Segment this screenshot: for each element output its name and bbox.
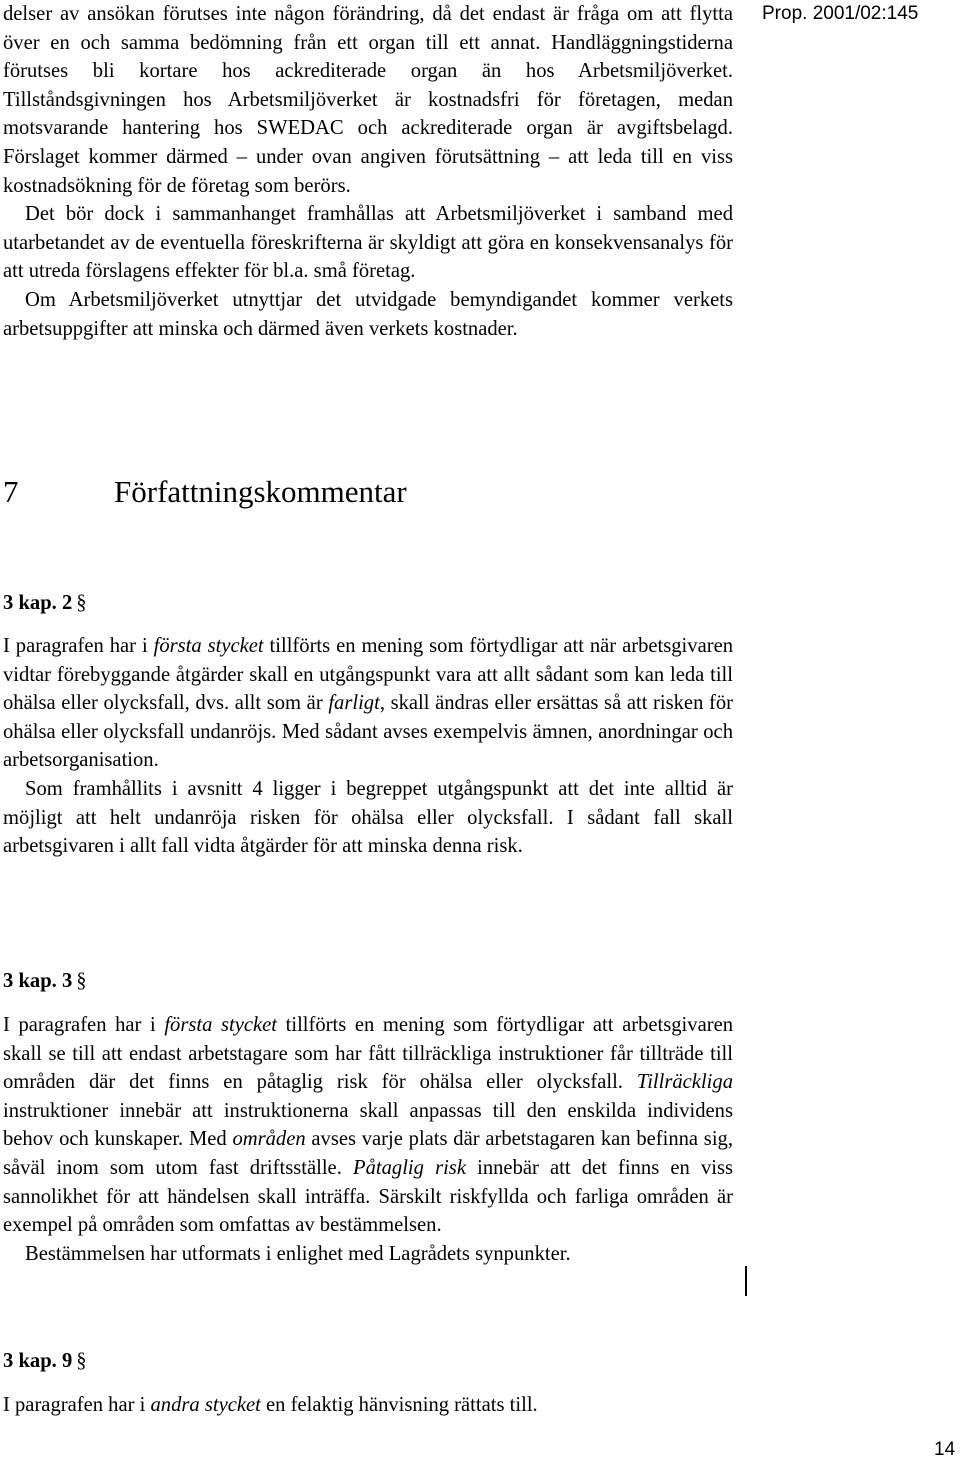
emphasis: första stycket xyxy=(164,1014,278,1036)
intro-text xyxy=(3,0,733,343)
section-sign: § xyxy=(76,592,87,614)
section-sign: § xyxy=(76,1350,87,1372)
emphasis: områden xyxy=(232,1128,306,1151)
section-paragraph: Som framhållits i avsnitt 4 ligger i begreppet utgångspunkt att det inte alltid är möjligt att helt undanröja risken för ohälsa eller olycksfall. I sådant fall skall arbetsgivaren i allt fall vidta åtgärder för att minska denna risk. xyxy=(3,777,733,858)
intro-paragraph-3: Om Arbetsmiljöverket utnyttjar det utvidgade bemyndigandet kommer verkets arbetsuppgifter att minska och därmed även verkets kostnader. xyxy=(3,288,733,340)
section-heading-3-kap-3: 3 kap. 3 § xyxy=(3,970,87,992)
emphasis: Tillräckliga xyxy=(636,1071,733,1094)
chapter-number: 7 xyxy=(3,474,19,509)
section-body-3-kap-3 xyxy=(3,1011,733,1268)
section-sign: § xyxy=(76,970,87,992)
section-paragraph: Bestämmelsen har utformats i enlighet med Lagrådets synpunkter. xyxy=(25,1242,571,1265)
section-heading-3-kap-2: 3 kap. 2 § xyxy=(3,592,87,614)
change-bar xyxy=(745,1266,747,1296)
emphasis: andra stycket xyxy=(150,1394,261,1416)
emphasis: Påtaglig risk xyxy=(353,1156,466,1179)
emphasis: första stycket xyxy=(153,635,264,657)
section-heading-3-kap-9: 3 kap. 9 § xyxy=(3,1350,87,1372)
intro-paragraph-1: delser av ansökan förutses inte någon förändring, då det endast är fråga om att flytta över en och samma bedömning från ett organ till ett annat. Handläggningstiderna förutses bli kortare hos ackrediterade organ än hos Arbetsmiljöverket. Tillståndsgivningen hos Arbetsmiljöverket är kostnadsfri för företagen, medan motsvarande hantering hos SWEDAC och ackrediterade organ är avgiftsbelagd. Förslaget kommer därmed – under ovan angiven förutsättning – att leda till en viss kostnadsökning för de företag som berörs. xyxy=(3,3,733,197)
page-number: 14 xyxy=(934,1439,956,1460)
intro-paragraph-2: Det bör dock i sammanhanget framhållas att Arbetsmiljöverket i samband med utarbetandet av de eventuella föreskrifterna är skyldigt att göra en konsekvensanalys för att utreda förslagens effekter för bl.a. små företag. xyxy=(3,203,733,283)
document-reference: Prop. 2001/02:145 xyxy=(762,3,919,24)
section-body-3-kap-9 xyxy=(3,1391,733,1420)
emphasis: farligt xyxy=(328,692,380,715)
section-paragraph: I paragrafen har i första stycket tillförts en mening som förtydligar att arbetsgivaren skall se till att endast arbetstagare som har fått tillräckliga instruktioner får tillträde till områden där det finns en påtaglig risk för ohälsa eller olycksfall. Tillräckliga instruktioner innebär att instruktionerna skall anpassas till den enskilda individens behov och kunskaper. Med områden avses varje plats där arbetstagaren kan befinna sig, såväl inom som utom fast driftsställe. Påtaglig risk innebär att det finns en viss sannolikhet för att händelsen skall inträffa. Särskilt riskfyllda och farliga områden är exempel på områden som omfattas av bestämmelsen. xyxy=(3,1014,734,1237)
chapter-title: Författningskommentar xyxy=(114,474,407,509)
section-body-3-kap-2 xyxy=(3,632,733,861)
chapter-heading xyxy=(3,472,407,512)
section-paragraph: I paragrafen har i första stycket tillförts en mening som förtydligar att när arbetsgivaren vidtar förebyggande åtgärder skall en utgångspunkt vara att allt sådant som kan leda till ohälsa eller olycksfall, dvs. allt som är farligt, skall ändras eller ersättas så att risken för ohälsa eller olycksfall undanröjs. Med sådant avses exempelvis ämnen, anordningar och arbetsorganisation. xyxy=(3,635,734,772)
section-paragraph: I paragrafen har i andra stycket en felaktig hänvisning rättats till. xyxy=(3,1394,538,1416)
